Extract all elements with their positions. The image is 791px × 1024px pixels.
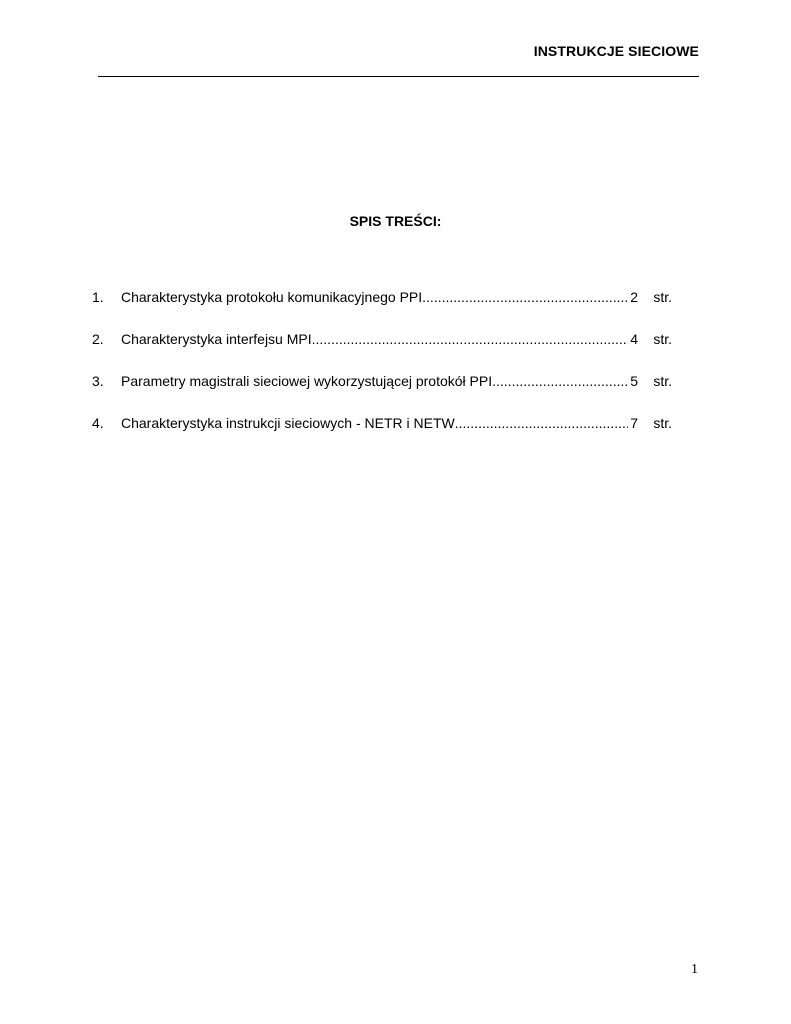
toc-entry-unit: str. (653, 415, 672, 431)
toc-entry-unit: str. (653, 331, 672, 347)
toc-entry-number: 3. (92, 373, 104, 389)
table-of-contents (92, 287, 672, 455)
toc-entry-number: 1. (92, 289, 104, 305)
toc-title: SPIS TREŚCI: (349, 213, 442, 229)
header-title: INSTRUKCJE SIECIOWE (533, 43, 699, 59)
toc-entry[interactable] (92, 287, 672, 329)
page-number: 1 (691, 962, 698, 977)
toc-entry-text: Charakterystyka instrukcji sieciowych - NETR i NETW (121, 415, 455, 431)
toc-dot-leader (492, 371, 628, 391)
toc-entry-page: 7 (630, 415, 638, 431)
toc-entry-page: 4 (630, 331, 638, 347)
toc-entry[interactable] (92, 329, 672, 371)
header-rule (98, 76, 699, 77)
toc-entry-page: 5 (630, 373, 638, 389)
toc-dot-leader (455, 413, 628, 433)
toc-entry-page: 2 (630, 289, 638, 305)
toc-entry-unit: str. (653, 289, 672, 305)
toc-entry-text: Parametry magistrali sieciowej wykorzystującej protokół PPI (121, 373, 493, 389)
toc-dot-leader (312, 329, 629, 349)
toc-entry[interactable] (92, 413, 672, 455)
toc-entry-unit: str. (653, 373, 672, 389)
toc-entry-text: Charakterystyka interfejsu MPI (121, 331, 312, 347)
toc-entry[interactable] (92, 371, 672, 413)
toc-entry-text: Charakterystyka protokołu komunikacyjnego PPI (121, 289, 423, 305)
toc-dot-leader (422, 287, 628, 307)
toc-entry-number: 4. (92, 415, 104, 431)
toc-entry-number: 2. (92, 331, 104, 347)
